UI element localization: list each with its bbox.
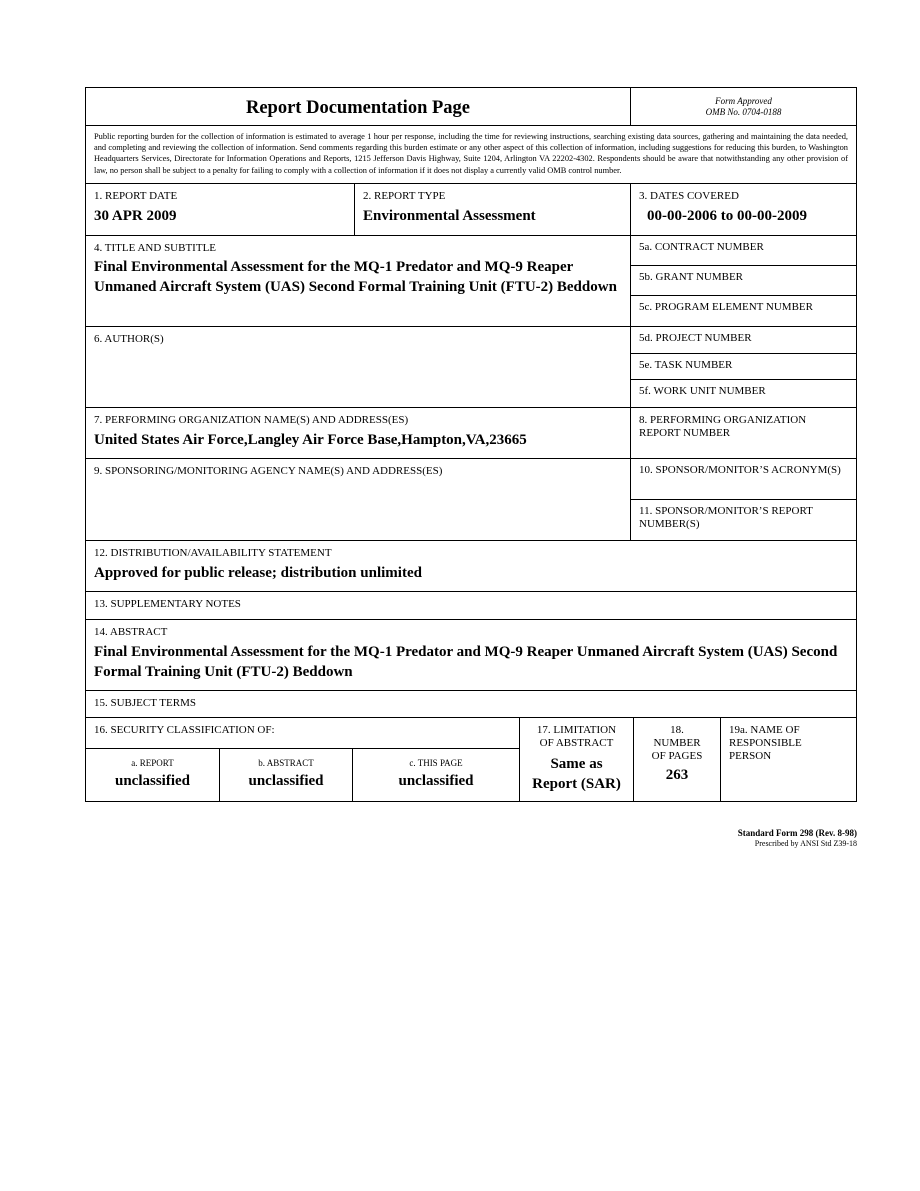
report-type-cell bbox=[355, 184, 631, 235]
authors-label: 6. AUTHOR(S) bbox=[94, 332, 164, 345]
distribution-cell bbox=[86, 541, 856, 591]
dates-covered-value: 00-00-2006 to 00-00-2009 bbox=[647, 207, 807, 224]
classification-abstract-label: b. ABSTRACT bbox=[258, 757, 314, 768]
performing-report-number-label: 8. PERFORMING ORGANIZATION REPORT NUMBER bbox=[639, 413, 807, 439]
omb-number: OMB No. 0704-0188 bbox=[705, 107, 782, 117]
security-classification-label: 16. SECURITY CLASSIFICATION OF: bbox=[86, 718, 519, 749]
subject-terms-row bbox=[86, 691, 856, 718]
supplementary-row bbox=[86, 592, 856, 620]
program-element-label: 5c. PROGRAM ELEMENT NUMBER bbox=[639, 300, 813, 313]
classification-abstract-value: unclassified bbox=[248, 772, 324, 789]
task-number-label: 5e. TASK NUMBER bbox=[631, 354, 856, 380]
sponsor-report-number-label: 11. SPONSOR/MONITOR’S REPORT NUMBER(S) bbox=[639, 504, 813, 530]
report-type-value: Environmental Assessment bbox=[363, 207, 536, 224]
burden-notice-row bbox=[86, 126, 856, 184]
work-unit-label: 5f. WORK UNIT NUMBER bbox=[639, 384, 766, 397]
classification-this-page-value: unclassified bbox=[398, 772, 474, 789]
sponsoring-row bbox=[86, 459, 856, 541]
number-of-pages-cell bbox=[634, 718, 721, 801]
abstract-row bbox=[86, 620, 856, 691]
performing-org-cell bbox=[86, 408, 631, 458]
title-subtitle-label: 4. TITLE AND SUBTITLE bbox=[94, 241, 217, 254]
sponsor-acronym-label: 10. SPONSOR/MONITOR’S ACRONYM(S) bbox=[631, 459, 856, 500]
dates-covered-cell bbox=[631, 184, 856, 235]
author-row bbox=[86, 327, 856, 408]
sponsoring-agency-label: 9. SPONSORING/MONITORING AGENCY NAME(S) AND ADDRESS(ES) bbox=[94, 464, 443, 477]
classification-report-value: unclassified bbox=[114, 772, 190, 789]
standard-form-label: Standard Form 298 (Rev. 8-98) bbox=[737, 828, 857, 838]
performing-org-row bbox=[86, 408, 856, 459]
title-subtitle-value: Final Environmental Assessment for the MQ-1 Predator and MQ-9 Reaper Unmaned Aircraft System (UAS) Second Formal Training Unit (FTU-2) Beddown bbox=[94, 258, 617, 295]
report-date-value: 30 APR 2009 bbox=[94, 207, 177, 224]
responsible-person-label: 19a. NAME OF RESPONSIBLE PERSON bbox=[729, 723, 802, 762]
performing-report-number-cell bbox=[631, 408, 856, 458]
performing-org-label: 7. PERFORMING ORGANIZATION NAME(S) AND ADDRESS(ES) bbox=[94, 413, 409, 426]
authors-cell bbox=[86, 327, 631, 407]
number-of-pages-label: 18. NUMBER OF PAGES bbox=[651, 723, 703, 762]
report-date-row bbox=[86, 184, 856, 236]
security-classification-block bbox=[86, 718, 520, 801]
distribution-row bbox=[86, 541, 856, 592]
classification-abstract-cell bbox=[220, 749, 353, 801]
number-of-pages-value: 263 bbox=[665, 766, 689, 783]
classification-this-page-cell bbox=[353, 749, 519, 801]
report-type-label: 2. REPORT TYPE bbox=[363, 189, 446, 202]
prescribed-by-label: Prescribed by ANSI Std Z39-18 bbox=[754, 839, 857, 848]
classification-row bbox=[86, 718, 856, 801]
classification-report-label: a. REPORT bbox=[131, 757, 174, 768]
distribution-label: 12. DISTRIBUTION/AVAILABILITY STATEMENT bbox=[94, 546, 332, 559]
performing-org-value: United States Air Force,Langley Air Force Base,Hampton,VA,23665 bbox=[94, 431, 527, 448]
title-row bbox=[86, 236, 856, 327]
page-title: Report Documentation Page bbox=[245, 98, 470, 118]
classification-this-page-label: c. THIS PAGE bbox=[409, 757, 463, 768]
abstract-label: 14. ABSTRACT bbox=[94, 625, 168, 638]
title-subtitle-cell bbox=[86, 236, 631, 326]
form-footer bbox=[560, 828, 857, 849]
abstract-cell bbox=[86, 620, 856, 690]
limitation-cell bbox=[520, 718, 634, 801]
form-approved-label: Form Approved bbox=[715, 96, 772, 106]
distribution-value: Approved for public release; distribution unlimited bbox=[94, 564, 422, 581]
limitation-label: 17. LIMITATION OF ABSTRACT bbox=[536, 723, 617, 749]
responsible-person-cell bbox=[721, 718, 856, 801]
supplementary-label: 13. SUPPLEMENTARY NOTES bbox=[94, 597, 241, 610]
sponsoring-agency-cell bbox=[86, 459, 631, 540]
report-date-cell bbox=[86, 184, 355, 235]
burden-notice: Public reporting burden for the collection of information is estimated to average 1 hour per response, including the time for reviewing instructions, searching existing data sources, gathering and maintaining the data needed, and completing and reviewing the collection of information. Send comments regarding this burden estimate or any other aspect of this collection of information, including suggestions for reducing this burden, to Washington Headquarters Services, Directorate for Information Operations and Reports, 1215 Jefferson Davis Highway, Suite 1204, Arlington VA 22202-4302. Respondents should be aware that notwithstanding any other provision of law, no person shall be subject to a penalty for failing to comply with a collection of information if it does not display a currently valid OMB control number. bbox=[94, 132, 848, 175]
project-number-label: 5d. PROJECT NUMBER bbox=[631, 327, 856, 354]
form-header bbox=[86, 88, 856, 126]
limitation-value: Same as Report (SAR) bbox=[532, 755, 621, 792]
contract-number-label: 5a. CONTRACT NUMBER bbox=[631, 236, 856, 266]
abstract-value: Final Environmental Assessment for the MQ-1 Predator and MQ-9 Reaper Unmaned Aircraft System (UAS) Second Formal Training Unit (FTU-2) Beddown bbox=[94, 643, 838, 680]
grant-number-label: 5b. GRANT NUMBER bbox=[631, 266, 856, 296]
report-date-label: 1. REPORT DATE bbox=[94, 189, 178, 202]
subject-terms-label: 15. SUBJECT TERMS bbox=[94, 696, 196, 709]
report-documentation-form bbox=[85, 87, 857, 802]
dates-covered-label: 3. DATES COVERED bbox=[639, 189, 739, 202]
classification-report-cell bbox=[86, 749, 220, 801]
